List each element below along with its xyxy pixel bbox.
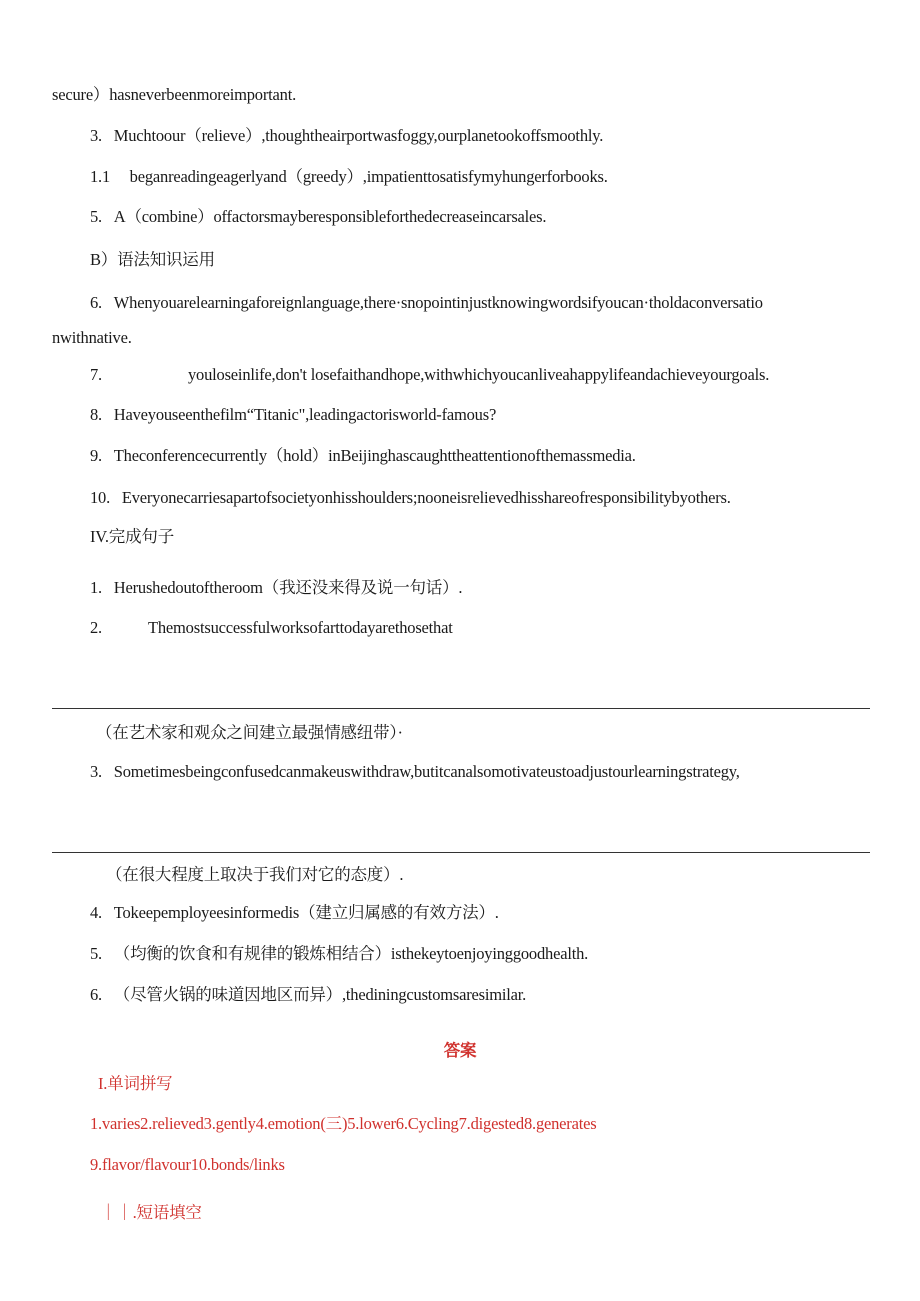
sentence-item-3-hint: （在很大程度上取决于我们对它的态度）. (106, 865, 404, 884)
vocab-item-3 (90, 126, 603, 146)
sentence-item-2-hint: （在艺术家和观众之间建立最强情感纽带）· (96, 723, 403, 742)
sentence-item-6 (90, 985, 526, 1005)
item-number: 3. (90, 762, 102, 781)
sentence-item-3 (90, 762, 740, 782)
item-number: 8. (90, 405, 102, 424)
answer-blank-line (52, 852, 870, 853)
item-number: 3. (90, 126, 102, 145)
item-text: Muchtoour（relieve）,thoughtheairportwasfoggy,ourplanetookoffsmoothly. (113, 126, 604, 145)
item-number: 10. (90, 488, 111, 507)
sentence-item-2 (90, 618, 453, 638)
item-number: 2. (90, 618, 102, 637)
answers-title: 答案 (443, 1041, 477, 1060)
item-number: 7. (90, 365, 102, 384)
item-number: 1. (90, 578, 102, 597)
answers-line-1: 1.varies2.relieved3.gently4.emotion(三)5.lower6.Cycling7.digested8.generates (90, 1114, 597, 1133)
item-number: 9. (90, 446, 102, 465)
item-text: A（combine）offactorsmayberesponsibleforthedecreaseincarsales. (113, 207, 547, 226)
item-text: Tokeepemployeesinformedis（建立归属感的有效方法）. (113, 903, 499, 922)
grammar-item-10 (90, 488, 731, 508)
sentence-item-5 (90, 944, 588, 964)
vocab-item-4 (90, 167, 608, 187)
item-number: 5. (90, 207, 102, 226)
grammar-item-7 (90, 365, 770, 385)
section-iv-heading: IV.完成句子 (90, 527, 175, 546)
grammar-item-8 (90, 405, 496, 425)
item-text: beganreadingeagerlyand（greedy）,impatienttosatisfymyhungerforbooks. (129, 167, 608, 186)
sentence-item-4 (90, 903, 499, 923)
grammar-item-9 (90, 446, 636, 466)
item-text: youloseinlife,don't losefaithandhope,withwhichyoucanliveahappylifeandachieveyourgoals. (188, 365, 770, 384)
item-number: 1.1 (90, 167, 111, 186)
item-text: （尽管火锅的味道因地区而异）,thediningcustomsaresimilar. (113, 985, 527, 1004)
grammar-item-6 (90, 293, 763, 313)
item-number: 5. (90, 944, 102, 963)
answer-blank-line (52, 708, 870, 709)
grammar-item-6-continued: nwithnative. (52, 328, 132, 347)
grammar-heading: B）语法知识运用 (90, 250, 215, 269)
item-text: Theconferencecurrently（hold）inBeijinghascaughttheattentionofthemassmedia. (113, 446, 636, 465)
item-text: Haveyouseenthefilm“Titanic",leadingactorisworld-famous? (113, 405, 497, 424)
answers-line-2: 9.flavor/flavour10.bonds/links (90, 1155, 285, 1174)
sentence-item-1 (90, 578, 462, 598)
answers-section-ii-heading: ｜｜.短语填空 (100, 1203, 202, 1222)
item-text: Themostsuccessfulworksofarttodayarethosethat (148, 618, 453, 637)
item-text: Everyonecarriesapartofsocietyonhisshoulders;nooneisrelievedhisshareofresponsibilitybyothers. (121, 488, 731, 507)
item-text: Sometimesbeingconfusedcanmakeuswithdraw,butitcanalsomotivateustoadjustourlearningstrategy, (113, 762, 740, 781)
item-text: Whenyouarelearningaforeignlanguage,there·snopointinjustknowingwordsifyoucan·tholdaconversatio (113, 293, 763, 312)
item-text: Herushedoutoftheroom（我还没来得及说一句话）. (113, 578, 463, 597)
item-number: 4. (90, 903, 102, 922)
item-text: （均衡的饮食和有规律的锻炼相结合）isthekeytoenjoyinggoodhealth. (113, 944, 589, 963)
item-number: 6. (90, 293, 102, 312)
vocab-item-5 (90, 207, 546, 227)
item-number: 6. (90, 985, 102, 1004)
text-line-secure: secure）hasneverbeenmoreimportant. (52, 85, 297, 104)
answers-section-i-heading: I.单词拼写 (98, 1074, 173, 1093)
